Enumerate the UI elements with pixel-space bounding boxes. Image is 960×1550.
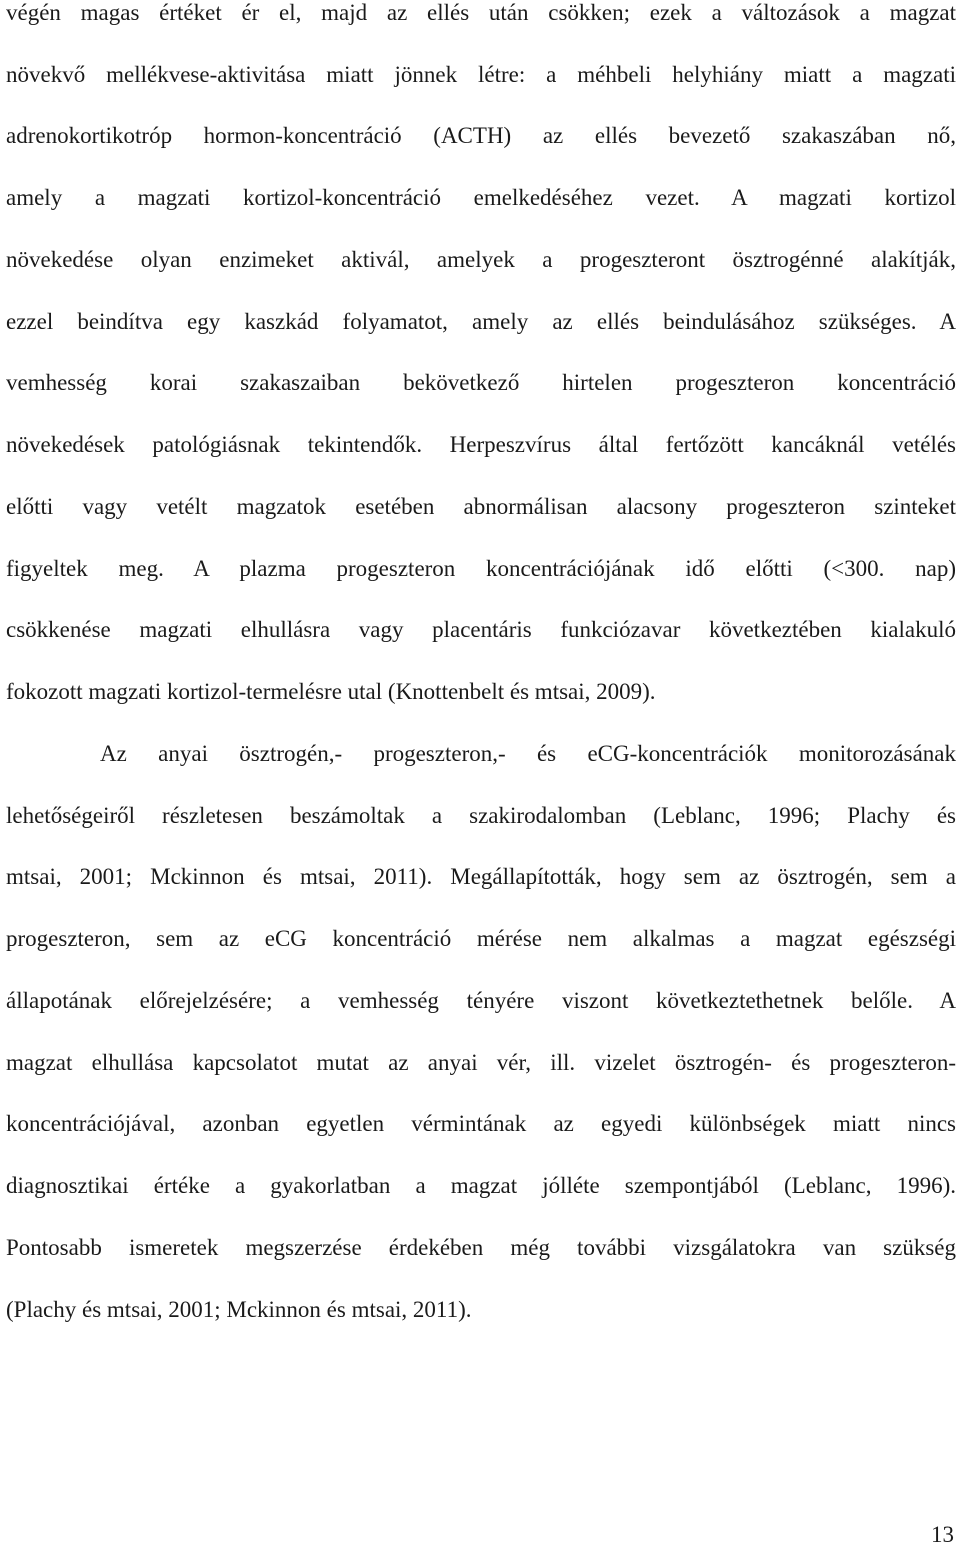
page-number: 13	[931, 1522, 954, 1547]
paragraph-line: vemhesség korai szakaszaiban bekövetkező hirtelen progeszteron koncentráció	[6, 370, 956, 395]
paragraph-line: magzat elhullása kapcsolatot mutat az anyai vér, ill. vizelet ösztrogén- és progeszteron-	[6, 1050, 956, 1075]
paragraph-line: növekvő mellékvese-aktivitása miatt jönnek létre: a méhbeli helyhiány miatt a magzati	[6, 62, 956, 87]
paragraph-line: diagnosztikai értéke a gyakorlatban a magzat jólléte szempontjából (Leblanc, 1996).	[6, 1173, 956, 1198]
paragraph-line: végén magas értéket ér el, majd az ellés után csökken; ezek a változások a magzat	[6, 0, 956, 25]
paragraph-line: ezzel beindítva egy kaszkád folyamatot, amely az ellés beindulásához szükséges. A	[6, 309, 956, 334]
paragraph-line: Az anyai ösztrogén,- progeszteron,- és eCG-koncentrációk monitorozásának	[100, 741, 956, 766]
paragraph-line: előtti vagy vetélt magzatok esetében abnormálisan alacsony progeszteron szinteket	[6, 494, 956, 519]
paragraph-line: csökkenése magzati elhullásra vagy placentáris funkciózavar következtében kialakuló	[6, 617, 956, 642]
paragraph-line: koncentrációjával, azonban egyetlen vérmintának az egyedi különbségek miatt nincs	[6, 1111, 956, 1136]
paragraph-line: (Plachy és mtsai, 2001; Mckinnon és mtsai, 2011).	[6, 1297, 472, 1322]
paragraph-line: Pontosabb ismeretek megszerzése érdekében még további vizsgálatokra van szükség	[6, 1235, 956, 1260]
paragraph-line: progeszteron, sem az eCG koncentráció mérése nem alkalmas a magzat egészségi	[6, 926, 956, 951]
paragraph-line: állapotának előrejelzésére; a vemhesség tényére viszont következtethetnek belőle. A	[6, 988, 956, 1013]
paragraph-line: lehetőségeiről részletesen beszámoltak a szakirodalomban (Leblanc, 1996; Plachy és	[6, 803, 956, 828]
paragraph-line: fokozott magzati kortizol-termelésre utal (Knottenbelt és mtsai, 2009).	[6, 679, 656, 704]
paragraph-line: figyeltek meg. A plazma progeszteron koncentrációjának idő előtti (<300. nap)	[6, 556, 956, 581]
paragraph-line: mtsai, 2001; Mckinnon és mtsai, 2011). Megállapították, hogy sem az ösztrogén, sem a	[6, 864, 956, 889]
paragraph-line: növekedése olyan enzimeket aktivál, amelyek a progeszteront ösztrogénné alakítják,	[6, 247, 956, 272]
paragraph-line: adrenokortikotróp hormon-koncentráció (ACTH) az ellés bevezető szakaszában nő,	[6, 123, 956, 148]
paragraph-line: növekedések patológiásnak tekintendők. Herpeszvírus által fertőzött kancáknál vetélés	[6, 432, 956, 457]
paragraph-line: amely a magzati kortizol-koncentráció emelkedéséhez vezet. A magzati kortizol	[6, 185, 956, 210]
